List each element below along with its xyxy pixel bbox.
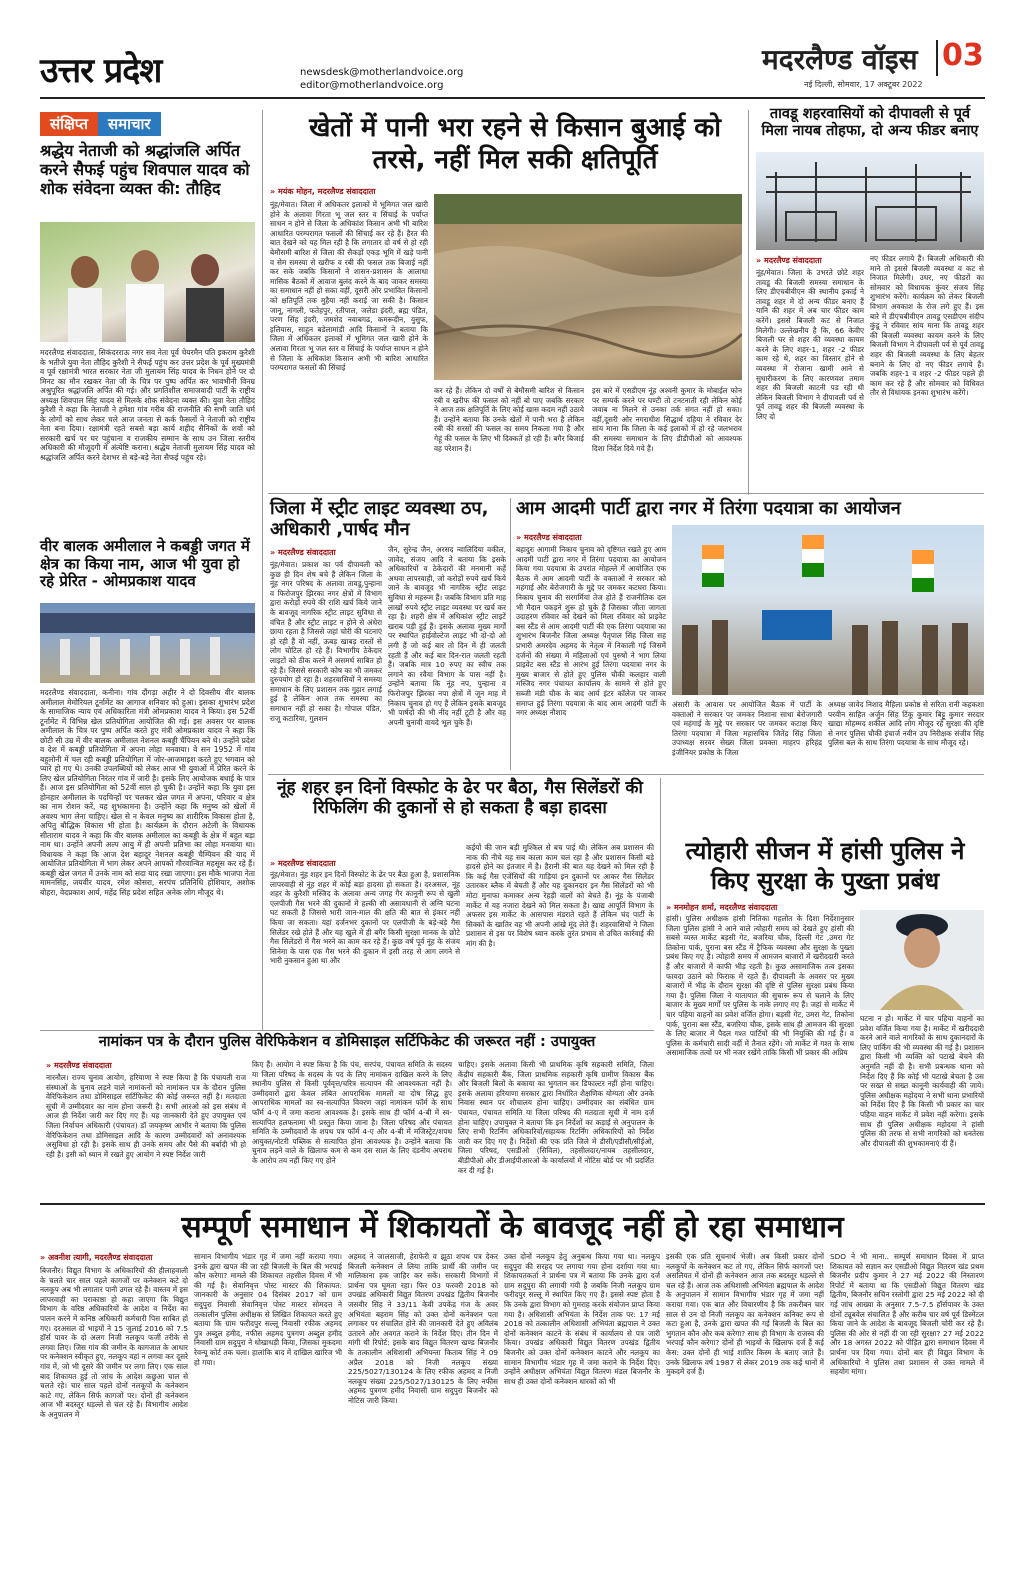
lead-col1: नूंह/मेवात। जिला में अधिकतर इलाकों में भूमिगत जल खारी होने के अलावा गिरता भू जल स्तर व सिंचाई के पर्याप्त साधन न होने से जिला के अधिकांश किसान अभी भी बारिश आधारित परम्परागत फसलों की सिंचाई कर रहे हैं। हैरत की बात देखने को यह मिल रही है कि लगातार दो वर्ष से हो रही बेमौसमी बारिश से जिला की सैकड़ों एकड़ भूमि में खड़े पानी व सेम समस्या से खरीफ व रबी की फसल तक बिजाई नहीं कर सके जबकि किसानों ने शासन-प्रशासन के आलाधा मासिक बैठकों में आवाज बुलंद करने के बाद जाकर समस्या का समाधान नहीं हो सका वहीं, दूसरी ओर प्रभावित किसानों को क्षतिपूर्ति तक मुहैया नहीं कराई जा सकी है। किसान जानू, नांगली, फतेहपुर, रतीपाल, जलेडा इंदरी, ब्रह्म पंडित, परण सिंह इंदरी, जमशेद नवाबगढ, कमरूदीन, युसुफ, इलियास, साहुन बडेलामांडी आदि किसानों ने बताया कि जिला में अधिकतर इलाकों में भूमिगत जल खारी होने के अलावा गिरता भू जल स्तर व सिंचाई के पर्याप्त साधन न होने से जिला के अधिकांश किसान अभी भी बारिश आधारित परम्परागत फसलों की सिंचाई — [270, 200, 428, 373]
bottom-col5: इसकी एक प्रति सूचनार्थ भेजी। अब किसी प्रकार दोनों नलकूपों के कनेक्शन कट तो गए, लेकिन सिर्फ कागजों पर! असलियत में दोनों ही कनेक्शन आज तक बदस्तूर धड़ल्ले से चल रहे हैं। आज तक अधिशासी अभियंता ब्रह्मपाल के आदेश के अनुपालन में सामान विभागीय भंडार गृह में जमा नहीं कराया गया। एक बात और विचारणीय है कि तकरीबन चार साल से उन दो निजी नलकूप का कनेक्शन कनिक्ट रूप से कटा हुआ है, उनके द्वारा खपत की गई बिजली के बिल का भुगतान कौन और कब करेगा? साथ ही विभाग के राजस्व की भरपाई कौन करेगा? दोनों ही भाइयों के खिलाफ दर्ज हैं कई केस: उक्त दोनों ही भाई शातिर किस्म के बताए जाते हैं। उनके खिलाफ वर्ष 1987 से लेकर 2019 तक कई थानों में मुकदमें दर्ज हैं। — [666, 1252, 824, 1377]
tauru-headline: तावडू शहरवासियों को दीपावली से पूर्व मिला नायब तोहफा, दो अन्य फीडर बनाए — [761, 106, 979, 140]
hansi-byline: » मनमोहन शर्मा, मदरलैण्ड संवाददाता — [666, 903, 778, 912]
hansi-headline: त्योहारी सीजन में हांसी पुलिस ने किए सुरक्षा के पुख्ता प्रबंध — [685, 837, 965, 895]
dateline: नई दिल्ली, सोमवार, 17 अक्टूबर 2022 — [804, 80, 923, 89]
bottom-rule — [40, 1203, 985, 1205]
brief-label-a: संक्षिप्त — [40, 112, 98, 136]
streetlight-col1: नूंह/मेवात। प्रकाश का पर्व दीपावली को कुछ ही दिन शेष बचे हैं लेकिन जिला के नूंह नगर परिषद के अलावा तावडू,पुन्हाना व फिरोजपुर झिरका नगर क्षेत्रों में विभाग द्वारा करोड़ों रुपये की राशि खर्च किये जाने के बावजूद नागरिक स्ट्रीट लाइट सुविधा से वंचित हैं और स्ट्रीट लाइट न होने से अंधेरा छाया रहता है जिससे जहां चोरी की घटनाएं हो रही हैं वो नहीं, ऊबड़ खाबड़ रास्तों से लोग चोटिल हो रहे हैं। विभागीय ठेकेदार लाइटों को ठीक करने में असमर्थ साबित हो रहे हैं। जिससे सरकारी कोष का भी जमकर दुरुपयोग हो रहा है। शहरवासियों ने समस्या समाधान के लिए प्रशासन तक गुहार लगाई हुई है लेकिन आज तक समस्या का समाधान नहीं हो सका है। गोपाल पंडित, राजू कटारिया, गुलशन — [270, 560, 382, 723]
section-title: उत्तर प्रदेश — [40, 51, 162, 91]
nomination-byline: » मदरलैण्ड संवाददाता — [46, 1061, 112, 1070]
brief-label-b: समाचार — [98, 112, 161, 136]
bottom-byline: » अवनीश त्यागी, मदरलैण्ड संवाददाता — [40, 1253, 153, 1262]
header-rule — [40, 97, 985, 99]
brief2-headline: वीर बालक अमीलाल ने कबड्डी जगत में क्षेत्र का किया नाम, आज भी युवा हो रहे प्रेरित - ओमप्रकाश यादव — [40, 537, 250, 591]
aap-headline: आम आदमी पार्टी द्वारा नगर में तिरंगा पदयात्रा का आयोजन — [516, 498, 901, 519]
tauru-photo-art — [756, 152, 984, 250]
tauru-photo — [756, 152, 984, 250]
lead-headline: खेतों में पानी भरा रहने से किसान बुआई को तरसे, नहीं मिल सकी क्षतिपूर्ति — [309, 113, 721, 175]
aap-photo — [672, 525, 984, 695]
streetlight-byline: » मदरलैण्ड संवाददाता — [270, 548, 336, 557]
brief1-headline: श्रद्धेय नेताजी को श्रद्धांजलि अर्पित करने सैफई पहुंच शिवपाल यादव को शोक संवेदना व्यक्त की: तौहिद — [40, 141, 250, 198]
cylinder-col1: नूंह/मेवात। नूंह शहर इन दिनों विस्फोट के ढेर पर बैठा हुआ है, प्रशासनिक लापरवाही से नूंह शहर में कोई बड़ा हादसा हो सकता है। दरअसल, नूंह शहर के कुरैशी मस्जिद के अलावा अन्य जगह गैर कानूनी रूप से खुली एलपीजी गैस भरने की दुकानों में हल्की सी असावधानी से अग्नि घटना घट सकती है जिससे भारी जान-माल की क्षति की बात से इंकार नहीं किया जा सकता। यहां दर्जनभर दुकानों पर एलपीजी के बड़े-बड़े गैस सिलेंडर रखे होते हैं और यह खुले में ही बगैर किसी सुरक्षा मानक के छोटे गैस सिलेंडरों में गैस भरने का काम कर रहे हैं। कुछ वर्ष पूर्व नूंह के संजय सिनेमा के पास एक गैस भरने की दुकान में इसी तरह से आग लगने से भारी नुकसान हुआ था और — [270, 870, 460, 966]
streetlight-col2: जैन, सुरेन्द्र जैन, अरसद न्वालिदिया वकील, जावेद, संजय आदि ने बताया कि इसके अधिकारियों व ठेकेदारों की मनमानी कहें अथवा लापरवाही, जो करोड़ों रुपये खर्च किये जाने के बावजूद भी नागरिक स्ट्रीट लाइट सुविधा से महरूम हैं। जबकि विभाग प्रति माह लाखों रुपये स्ट्रीट लाइट व्यवस्था पर खर्च कर रहा है। शहरी क्षेत्र में अधिकांश स्ट्रीट लाइटें खराब पड़ी हुई हैं। इसके अलावा मुख्य मार्गों पर स्थापित हाईवोल्टेज लाइट भी दो-दो ओ लगी हैं जो कई बार तो दिन में ही जलती रहती हैं और कई बार दिन-रात जलती रहती हैं। जबकि मात्र 10 रुपए का स्वीच तक लगाने का रवैया विभाग के पास नहीं है। उन्होंने बताया कि नूंह नप, पुन्हाना व फिरोजपुर झिरका नपा क्षेत्रों में जून माह में निकाय चुनाव हो गए हैं लेकिन इसके बावजूद भी पार्षदों की भी नींद नहीं टूटी है और वह अपनी चुनावी वायदे भूल चुके हैं। — [388, 545, 506, 727]
nomination-headline: नामांकन पत्र के दौरान पुलिस वेरिफिकेशन व डोमिसाइल सर्टिफिकेट की जरूरत नहीं : उपायुक्त — [98, 1034, 596, 1050]
aap-byline: » मदरलैण्ड संवाददाता — [516, 533, 582, 542]
page-number: 03 — [942, 38, 984, 73]
brief2-body: मदरलैण्ड संवाददाता, कनीना। गांव दौंगड़ा अहीर ने दो दिवसीय वीर बालक अमीलाल मेमोरियल टूर्नामेंट का आगाज शनिवार को हुआ। इसका शुभारंभ प्रदेश के सामाजिक न्याय एवं अधिकारिता मंत्री ओमप्रकाश यादव ने किया। इस 52वीं टूर्नामेंट में विभिन्न खेल प्रतियोगिता आयोजित की गई। इस अवसर पर बालक अमीलाल के चित्र पर पुष्प अर्पित करते हुए मंत्री ओमप्रकाश यादव ने कहा कि छोटी सी उम्र में वीर बालक अमीलाल नेशनल कबड्डी चैंपियन बने थे। उन्होंने प्रदेश व देश में कबड्डी प्रतियोगिता में अपना लोहा मनवाया। वे सन 1952 में गांव बहुलोनी में चल रही कबड्डी प्रतियोगिता में जोर-आजमाइश करते हुए भगवान को प्यारे हो गए थे। उनकी उपलब्धियों को लेकर आज भी युवाओं में प्रेरित करने के लिए खेल प्रतियोगिता निरंतर गांव में जारी है। इसके लिए आयोजक बधाई के पात्र हैं। आज इस प्रतियोगिता को 52वीं साल हो चुकी है। उन्होंने कहा कि युवा इस होनहार अमीलाल के पदचिन्हों पर चलकर खेल जगत में अपना, परिवार व क्षेत्र का नाम रोशन करें, यह शुभकामना है। उन्होंने कहा कि मनुष्य को खेलों में अवश्य भाग लेना चाहिए। खेल से न केवल मनुष्य का शारीरिक विकास होता है, अपितु बौद्धिक विकास भी होता है। कार्यक्रम के दौरान अटेली के विधायक सीताराम यादव ने कहा कि वीर बालक अमीलाल का कबड्डी के क्षेत्र में बहुत बड़ा नाम था। उन्होंने अपनी अल्प आयु में ही अपनी प्रतिभा का लोहा मनवाया था। विधायक ने कहा कि आज देश बहादुर नेशनल कबड्डी चैम्पियन की याद में आयोजित प्रतियोगिता में भाग लेकर अपने आपको गौरवान्वित महसूस कर रहे हैं। कबड्डी खेल जगत में उनके नाम को सदा याद रखा जाएगा। इस मौके भाजपा नेता मामनसिंह, जयवीर यादव, रमेश कोसरा, सरपंच प्रतिनिधि होशियार, अशोक बोहरा, वेदप्रकाश आर्य, महेंद्र सिंह प्रदेश सहित अनेक लोग मौजूद थे। — [40, 688, 255, 897]
aap-col2: अंसारी के आवास पर आयोजित बैठक में पार्टी के वक्ताओं ने सरकार पर जमकर निशाना साधा बेरोजगारी एवं महंगाई के मुद्दे पर सरकार पर जमकर कटाक्ष किए तिरंगा पदयात्रा में जिला महासचिव जितेंद्र सिंह जिला उपाध्यक्ष सरवर सेख्स जिला प्रवक्ता माहरप हरिहंद्र इंजीनियर प्रकोष्ठ के जिला — [672, 700, 822, 757]
masthead: मदरलैण्ड वॉइस — [762, 43, 918, 76]
email-block — [300, 66, 463, 92]
hansi-photo — [860, 910, 984, 1010]
section-rule-2 — [268, 774, 984, 775]
lead-col3: इस बारे में एसडीएम नूंह अश्वनी कुमार के मोबाईल फोन पर सम्पर्क करने पर घण्टी तो टनटनाती रही लेकिन कोई जवाब ना मिलने से उनका तर्क संगत नहीं हो सका। वहीं,दूसरी ओर नगराधीश सिद्धार्थ दहिया ने रविवार देर सांय माना कि जिला के कई इलाकों में हो रहे जलभराव की समस्या समाधान के लिए डीडीपीओ को आवश्यक दिशा निर्देश दिये गये हैं। — [592, 386, 742, 453]
column-divider-right — [748, 110, 749, 495]
cylinder-byline: » मदरलैण्ड संवाददाता — [270, 859, 336, 868]
lead-photo — [434, 194, 742, 380]
brief1-photo — [40, 222, 255, 342]
bottom-col1: बिजनौर। विद्युत विभाग के अधिकारियों की हीलाहवाली के चलते चार साल पहले कागजों पर कनेक्शन कटे दो नलकूप अब भी लगातार पानी उगल रहे हैं। वास्तव में इस लापरवाही का पराकाष्ठा हो कहा जाएगा कि विद्युत विभाग के वरिष्ठ अधिकारियों के आदेश व निर्देश का पालन करने में कनिष्ठ अधिकारी कर्मचारी पिस साबित हो गए। दरअसल दो भाइयों ने 15 जुलाई 2016 को 7.5 हॉर्स पावर के दो अलग निजी नलकूप फर्जी तरीके से लगवा लिए। जिस गांव की जमीन के कागजात के आधार पर कनेक्शन स्वीकृत हुए, नलकूप वहां न लगवा कर दूसरे गांव में, जो भी दूसरे की जमीन पर लगा लिए। एक साल बाद शिकायत हुई तो जांच के आदेश कछुआ चाल से चलते रहे। चार साल पहले दोनों नलकूपों के कनेक्शन काटे गए, लेकिन सिर्फ कागजों पर। दोनों ही कनेक्शन आज भी बदस्तूर धड़ल्ले से चल रहे हैं। विभागीय आदेश के अनुपालन में — [40, 1266, 188, 1419]
masthead-divider — [936, 40, 938, 76]
brief1-body: मदरलैण्ड संवाददाता, सिकंदरराऊ नगर सव नेता पूर्व चेयरमैन पति इकराम कुरैशी के भतीजे युवा नेता तौहिद कुरैशी ने सैफई पहुंच कर उत्तर प्रदेश के पूर्व मुख्यमंत्री व पूर्व रक्षामंत्री भारत सरकार नेता जी मुलायम सिंह यादव के निधन होने पर दो मिनट का मौन रखकर नेता जी के चित्र पर पुष्प अर्पित कर भावभीनी विनम्र अश्रुपूरित श्रद्धांजलि अर्पित की गई। और प्रगतिशील समाजवादी पार्टी के राष्ट्रीय अध्यक्ष शिवपाल सिंह यादव से मिलके शोक संवेदना व्यक्त की। युवा नेता तौहिद कुरैशी ने कहा कि नेताजी ने हमेशा गांव गरीब की राजनीति की सभी जाति धर्म के लोगों को साथ लेकर चले आज जनता से कर्क फैसलों ने नेताजी को राष्ट्रीय नेता बना दिया। रक्षामंत्री रहते सबसे बड़ा कार्य शहीद सैनिकों के शवों को सरकारी खर्च पर घर पहुंचाना व राजकीय सम्मान के साथ उन जिला स्तरीय अधिकारी की मौजूदगी में अंत्येष्टि कराना। श्रद्धेय नेताजी मुलायम सिंह यादव को श्रद्धांजलि अर्पित करने देशभर से बड़े-बड़े नेता सैफई पहुंच रहे। — [40, 348, 255, 462]
newsdesk-email[interactable]: newsdesk@motherlandvoice.org — [300, 67, 464, 78]
cylinder-headline: नूंह शहर इन दिनों विस्फोट के ढेर पर बैठा, गैस सिलेंडरों की रिफिलिंग की दुकानों से हो सकता है बड़ा हादसा — [277, 778, 643, 819]
bottom-col2: सामान विभागीय भंडार गृह में जमा नहीं कराया गया। इनके द्वारा खपत की जा रही बिजली के बिल की भरपाई कौन करेगा? मामले की शिकायत तहसील दिवस में भी की गई है। सेवानिवृत्त पोस्ट मास्टर की शिकायत: जानकारी के अनुसार 04 दिसंबर 2017 को ग्राम सदुपुरा निवासी सेवानिवृत्त पोस्ट मास्टर सोमदत्त ने तत्कालीन पुलिस अधीक्षक से लिखित शिकायत करते हुए बताया कि ग्राम फरीदपुर सल्लू निवासी रफीक अहमद पुत्र अब्दुल हमीद, नफीस अहमद पुत्रगण अब्दुल हमीद निवासी ग्राम सदुपुरा ने धोखाधड़ी किया, जिसका मुकदमा रेवन्यू कोर्ट तक चला। हालांकि बाद में दाखिल खारिज भी हो गया। — [194, 1252, 342, 1367]
hansi-col1: हांसी। पुलिस अधीक्षक हांसी नितिका गहलोत के दिशा निर्देशानुसार जिला पुलिस हांसी ने आने वाले त्योहारी समय को देखते हुए हांसी की सबसे व्यस्त मार्केट बड़सी गेट, बजरिया चौक, दिल्ली गेट ,उमरा गेट तिकोना पार्क, पुराना बस स्टैंड में ट्रैफिक व्यवस्था और सुरक्षा के पुख्ता प्रबंध किए गए हैं। त्योहारी समय में आमजन बाजारों में खरीददारी करते हैं और बाजारों में काफी भीड़ रहती है। कुछ असामाजिक तत्व इसका फायदा उठाने को फिराक में रहते हैं। दीपावली के अवसर पर मुख्य बाजारों में भीड़ के दौरान सुरक्षा की दृष्टि से पुलिस सुरक्षा प्रबंध किया गया है। पुलिस जिला ने यातायात की सुचारू रूप से चलाने के लिए बाजार के मुख्य मार्गों पर पुलिस के नाके लगाए गए हैं। जहां से मार्केट में चार पहिया वाहनों का प्रवेश वर्जित होगा। बड़सी गेट, उमरा गेट, तिकोना पार्क, पुराना बस स्टैंड, बजरिया चौक, इसके साथ ही आमजन की सुरक्षा के लिए बाजार में पैदल गश्त पार्टियों की भी नियुक्ति की गई है। व पुलिस के कर्मचारी सादी वर्दी में तैनात रहेंगे। जो मार्केट में गश्त के साथ असामाजिक तत्वों पर भी नजर रखेंगे ताकि किसी भी प्रकार की अप्रिय — [666, 914, 854, 1058]
column-divider-hansi — [660, 778, 661, 1020]
cylinder-col2: कईयों की जान बड़ी मुश्किल से बच पाई थी। लेकिन अब प्रशासन की नाक की नीचे यह सब काला काम चल रहा है और प्रशासन किसी बड़े हादसे होने का इंतजार में है। हैरानी की बात यह देखने को मिल रही है कि कई गैस एजेंसियों की गाड़ियां इन दुकानों पर आकर गैस सिलेंडर उतारकर ब्लैक में बेचती हैं और यह दुकानदार इन गैस सिलेंडरों को भी मोटा मुनाफा कमाकर अन्य रेहड़ी वालों को बेचते हैं। नूंह के पंजाबी मार्केट में यह नजारा देखने को मिल सकता है। खाद्य आपूर्ति विभाग के अफसर इस मार्केट के आसपास मंडराते रहते हैं लेकिन चंद पार्टी के सिक्कों के खातिर वह भी अपनी आंखे मूंद लेते हैं। शहरवासियों ने जिला प्रशासन से इस पर विशेष ध्यान करके तुरंत प्रभाव से उचित कार्रवाई की मांग की है। — [466, 843, 654, 948]
brief-label — [40, 112, 161, 136]
column-divider — [262, 110, 263, 1030]
brief2-photo-art — [40, 603, 255, 683]
lead-photo-art — [434, 194, 742, 380]
column-divider-mid — [510, 498, 511, 770]
bottom-headline: सम्पूर्ण समाधान में शिकायतों के बावजूद नहीं हो रहा समाधान — [181, 1210, 844, 1245]
nomination-col1: नारनौल। राज्य चुनाव आयोग, हरियाणा ने स्पष्ट किया है कि पंचायती राज संस्थाओं के चुनाव लड़ने वाले नामांकनों को नामांकन पत्र के दौरान पुलिस वेरिफिकेशन तथा डोमिसाइल सर्टिफिकेट की कोई जरूरत नहीं है। मतदाता सूची में उम्मीदवार का नाम होना जरूरी है। सभी आरओ को इस संबंध में आज ही निर्देश जारी कर दिए गए हैं। यह जानकारी देते हुए उपायुक्त एवं जिला निर्वाचन अधिकारी (पंचायत) डॉ जयकृष्ण आभीर ने बताया कि पुलिस वेरिफिकेशन तथा डोमिसाइल आदि के कारण उम्मीदवारों को अनावश्यक असुविधा हो रही है। इसके साथ ही उनके समय और पैसे की बर्बादी भी हो रही है। इसी को ध्यान में रखते हुए आयोग ने स्पष्ट निर्देश जारी — [46, 1073, 246, 1159]
nomination-col2: किए हैं। आयोग ने स्पष्ट किया है कि पंच, सरपंच, पंचायत समिति के सदस्य या जिला परिषद के सदस्य के पद के लिए नामांकन दाखिल करने के लिए स्थानीय पुलिस से किसी पूर्ववृत्त/चरित्र सत्यापन की आवश्यकता नहीं है। उम्मीदवारों द्वारा केवल लंबित आपराधिक मामलों या दोष सिद्ध हुए आपराधिक मामलों का स्व-सत्यापित विवरण जहां नामांकन फॉर्म के साथ फॉर्म 4-ए में जमा कराना आवश्यक है। इसके साथ ही फॉर्म 4-बी में स्व-सत्यापित हलफनामा भी प्रस्तुत किया जाना है। जिला परिषद और पंचायत समिति के उम्मीदवारों के शपथ पत्र फॉर्म 4-ए और 4-बी में मजिस्ट्रेट/शपथ आयुक्त/नोटरी पब्लिक से सत्यापित होना आवश्यक है। उन्होंने बताया कि चुनाव लड़ने वाले के खिलाफ कम से कम दस साल के लिए दंडनीय अपराध के आरोप तय नहीं किए गए होने — [252, 1060, 452, 1165]
tauru-col2: नए फीडर लगाये हैं। बिजली अधिकारी की माने तो इससे बिजली व्यवस्था व कट से निजात मिलेगी। उधर, नए फीडरों का सोमवार को विधायक कुंवर संजय सिंह शुभारंभ करेंगे। कार्यक्रम को लेकर बिजली विभाग अवकाश के रोज लगे हुए हैं। इस बारे में डीएचबीवीएन तावडू एसडीएम संदीप कुंडू ने रविवार सांय माना कि तावडू शहर की बिजली व्यवस्था कायम करने के लिए बिजली विभाग ने दीपावली पर्व से पूर्व तावडू शहर की बिजली व्यवस्था के लिए बेहतर बनाने के लिए दो नए फीडर लगाये हैं। जबकि शहर-1 व शहर -2 फीडर पहले ही काम कर रहे हैं और सोमवार को विधिवत तौर से विधायक इनका शुभारंभ करेंगे। — [870, 254, 984, 398]
nomination-col3: चाहिए। इसके अलावा किसी भी प्राथमिक कृषि सहकारी समिति, जिला केंद्रीय सहकारी बैंक, जिला प्राथमिक सहकारी कृषि ग्रामीण विकास बैंक और बिजली बिलों के बकाया का भुगतान कर डिफाल्टर नहीं होना चाहिए। इसके अलावा हरियाणा सरकार द्वारा निर्धारित शैक्षणिक योग्यता और उनके निवास स्थान पर शौचालय होना चाहिए। उम्मीदवार का संबंधित ग्राम पंचायत, पंचायत समिति या जिला परिषद की मतदाता सूची में नाम दर्ज होना चाहिए। उपायुक्त ने बताया कि इन निर्देशों का कड़ाई से अनुपालन के लिए सभी रिटर्निंग अधिकारियों/सहायक रिटर्निंग अधिकारियों को निर्देश जारी कर दिए गए हैं। निर्देशों की एक प्रति जिले में डीसी/एडीसी/सीईओ, जिला परिषद, एसडीओ (सिविल), तहसीलदार/नायब तहसीलदार, बीडीपीओ और डीआईपीआरओ के कार्यालयों में नोटिस बोर्ड पर भी प्रदर्शित कर दी गई है। — [458, 1060, 654, 1175]
brief2-photo — [40, 603, 255, 683]
tauru-col1: नूंह/मेवात। जिला के उभरते छोटे शहर तावडू की बिजली समस्या समाधान के लिए डीएचबीवीएन की स्थानीय इकाई ने तावडू शहर में दो अन्य फीडर बनाए हैं यानि की शहर में अब चार फीडर काम करेंगे। इससे बिजली कट से निजात मिलेगी। उल्लेखनीय है कि, 66 केवीए बिजली घर से शहर की व्यवस्था कायम करने के लिए शहर-1, शहर -2 फीडर काम रहे थे, शहर का विस्तार होने से व्यवस्था में रोजाना खामी आने से सुधारीकरण के लिए कारणवश तमाम शहर की बिजली काटनी पड रही थी लेकिन बिजली विभाग ने दीपावली पर्व से पूर्व तावडू शहर की बिजली व्यवस्था के लिए दो — [756, 268, 864, 421]
hansi-col2: घटना न हो। मार्केट में चार पहिया वाहनों का प्रवेश वर्जित किया गया है। मार्केट में खरीददारी करने आने वाले नागरिकों के साथ दुकानदारों के लिए पार्किंग की भी व्यवस्था की गई है। प्रशासन द्वारा किसी भी व्यक्ति को पटाखे बेचने की अनुमति नहीं दी है। सभी प्रबन्धक थाना को निर्देश दिए हैं कि कोई भी पटाखे बेचता है उस पर सख्त से सख्त कानूनी कार्यवाही की जाये। पुलिस अधीक्षक महोदया ने सभी थाना प्रभारियों को निर्देश दिए हैं कि किसी भी प्रकार का चार पहिया वाहन मार्केट में प्रवेश नहीं करेगा। इसके साथ ही पुलिस अधीक्षक महोदया ने हांसी पुलिस की तरफ से सभी नागरिकों को धनतेरस और दीपावली की शुभकामनाएं दी हैं। — [860, 1014, 984, 1148]
bottom-col6: SDO ने भी माना.. सम्पूर्ण समाधान दिवस में प्राप्त शिकायत को सज्ञान कर एसडीओ विद्युत वितरण खंड प्रथम बिजनौर प्रदीप कुमार ने 27 मई 2022 की निस्तारण रिपोर्ट में बताया था कि एसडीओ विद्युत वितरण खंड द्वितीय, बिजनौर सचिन रस्तोगी द्वारा 25 मई 2022 को दी गई जांच आख्या के अनुसार 7.5-7.5 हॉर्सपावर के उक्त दोनों ट्यूबवेल संचालित हैं और करीब चार वर्ष पूर्व डिस्मेंटल किया जाने के आदेश के बावजूद बिजली चोरी कर रहे हैं। पुलिस की ओर से नहीं दी जा रही सुरक्षा? 27 मई 2022 और 18 अगस्त 2022 को पीड़ित द्वारा समाधान दिवस में प्रार्थना पत्र दिया गया। दोनों बार ही विद्युत विभाग के अधिकारियों ने पुलिस तथा प्रशासन से उक्त मामले में सहयोग मांगा। — [830, 1252, 984, 1377]
hansi-photo-art — [860, 910, 984, 1010]
editor-email[interactable]: editor@motherlandvoice.org — [300, 80, 444, 91]
aap-photo-art — [672, 525, 984, 695]
aap-col1: बहादुरः आगामी निकाय चुनाव को दृष्टिगत रखते हुए आम आदमी पार्टी द्वारा नगर में तिरंगा पदयात्रा का आयोजन किया गया पदयात्रा के उपरांत मोहल्ले में आयोजित एक बैठक में आम आदमी पार्टी के वक्ताओं ने सरकार को महंगाई और बेरोजगारी के मुद्दे पर जमकर कटघरा किया। निकाय चुनाव की सरगर्मियां तेज होते हैं राजनीतिक दल भी मैदान पकड़ने शुरू हो चुके हैं जिसका जीता जागता उदाहरण रविवार को देखने को मिला रविवार को प्राइवेट बस स्टैंड से आम आदमी पार्टी की एक तिरंगा पदयात्रा का शुभारंभ बिजनौर जिला अध्यक्ष पैतृपाल सिंह जिला सह प्रभारी अमरदेव अहमद के नेतृत्व में निकाली गई जिसमें दर्जनों की संख्या में महिलाओं एवं पुरुषों ने भाग लिया प्राइवेट बस स्टैंड से आरंभ हुई तिरंगा पदयात्रा नगर के मुख्य बाजार से होते हुए पुलिस चौकी कलहार वाली मस्जिद नगर पंचायत कार्यालय के सामने से होते हुए सब्जी मंडी चौक के बाद आर्य इंटर कॉलेज पर जाकर समाप्त हुई तिरंगा पदयात्रा के बाद आम आदमी पार्टी के नगर अध्यक्ष नौशाद — [516, 545, 666, 718]
streetlight-headline: जिला में स्ट्रीट लाइट व्यवस्था ठप, अधिकारी ,पार्षद मौन — [270, 498, 489, 541]
brief1-photo-art — [40, 222, 255, 342]
section-rule-3 — [40, 1030, 654, 1031]
aap-col3: अध्यक्ष जावेद निशाद मैहिला प्रकोष्ठ से सरिता रानी कहकशा परवीन साहित अर्जुन सिंह टिंकू कुमार बिट्टू कुमार सरदार खाद्या मोहम्मद शकील आदि लोग मौजूद रहे सुरक्षा की दृष्टि से नगर पुलिस चौकी इंचार्ज नवीन उप निरीक्षक संजीव सिंह पुलिस बल के साथ तिरंगा पदयात्रा के साथ मौजूद रहे। — [828, 700, 984, 748]
section-rule-1 — [268, 493, 984, 494]
lead-byline: » मयंक मोहन, मदरलैण्ड संवाददाता — [270, 187, 376, 196]
bottom-col4: उक्त दोनों नलकूप हेतु अनुबन्ध किया गया था। नलकूप सदुपुरा की सरहद पर लगाया गया होना दर्शाया गया था। शिकायतकर्ता ने प्रार्थना पत्र में बताया कि उनके द्वारा दर्ज ग्राम सदुपुरा की लगायी गयी है जबकि निजी नलकूप ग्राम फरीदपुर सल्लू में स्थापित किए गए हैं। इससे स्पष्ट होता है कि उनके द्वारा विभाग को गुमराह करके संयोजन प्राप्त किया गया है। अधिशासी अभियंता के निर्देश ताक पर: 17 मई 2018 को तत्कालीन अधिशासी अभियंता ब्रह्मपाल ने उक्त दोनों कनेक्शन काटने के संबंध में कार्यालय से पत्र जारी किया। उपखंड अधिकारी विद्युत वितरण उपखंड द्वितीय बिजनौर को उक्त दोनों कनेक्शन काटने और नलकूप का सामान विभागीय भंडार गृह में जमा कराने के निर्देश दिए। उन्होंने अधीक्षण अभियंता विद्युत वितरण मंडल बिजनौर के साथ ही उक्त दोनों कनेक्शन धारकों को भी — [504, 1252, 660, 1386]
tauru-byline: » मदरलैण्ड संवाददाता — [756, 256, 822, 265]
bottom-col3: अहमद ने जालसाजी, हेराफेरी व झूठा शपथ पत्र देकर बिजली कनेक्शन ले लिया ताकि प्रार्थी की जमीन पर मालिकाना हक जाहिर कर सकें। सरकारी विभागों में प्रार्थना पत्र घूमता रहा। फिर 03 फरवरी 2018 को उपखंड अधिकारी विद्युत वितरण उपखंड द्वितीय बिजनौर जसवीर सिंह ने 33/11 केवी उपकेंद्र गंज के अवर अभियंता बहराम सिंह को उक्त दोनों कनेक्शन पता लगाकर पर संचालित होने की जानकारी देते हुए अविलंब उतारने और अवगत कराने के निर्देश दिए। तीन दिन में मांगी थी रिपोर्ट: इसके बाद विद्युत वितरण खण्ड बिजनौर के तत्कालीन अधिशासी अभियन्ता किताब सिंह ने 09 अप्रैल 2018 को निजी नलकूप संख्या 225/5027/130124 के लिए रफीक अहमद व निजी नलकूप संख्या 225/5027/130125 के लिए नफीस अहमद पुत्रगण हमीद निवासी ग्राम सदुपुरा बिजनौर को नोटिस जारी किया। — [348, 1252, 498, 1405]
lead-col2: कर रहे हैं। लेकिन दो वर्षों से बेमौसमी बारिश से किसान रबी व खरीफ की फसल को नहीं बो पाए जबकि सरकार ने आज तक क्षतिपूर्ति के लिए कोई खास कदम नहीं उठाये हैं। उन्होंने बताया कि उनके खेतों में पानी भरा है लेकिन रबी की सरसों की फसल का समय निकला गया है और गेहूं की फसल के लिए भी दिक्कतें हो रही हैं। बगैर बिजाई वह परेशान हैं। — [434, 386, 584, 453]
